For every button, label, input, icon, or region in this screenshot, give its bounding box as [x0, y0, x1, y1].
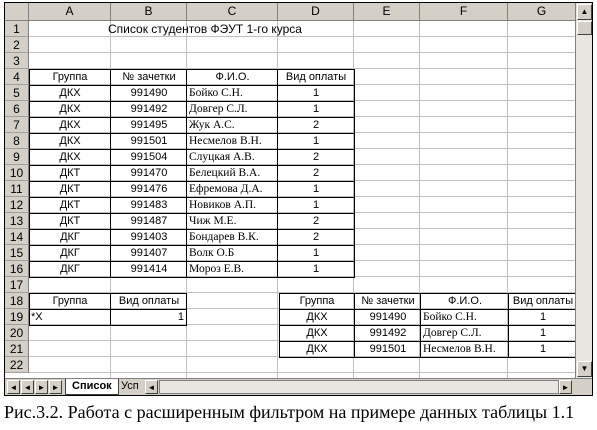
result-cell-name[interactable]: Бойко С.Н. — [423, 311, 477, 323]
result-cell-name[interactable]: Несмелов В.Н. — [423, 343, 496, 355]
main-cell-name[interactable]: Слуцкая А.В. — [189, 151, 255, 163]
vertical-scrollbar[interactable] — [575, 3, 592, 379]
prev-sheet-icon[interactable]: ◄ — [21, 380, 34, 394]
row-header[interactable]: 20 — [5, 325, 29, 341]
result-cell-payment[interactable]: 1 — [539, 327, 547, 339]
main-cell-name[interactable]: Волк О.Б — [189, 247, 235, 259]
main-header-payment[interactable]: Вид оплаты — [285, 71, 347, 83]
row-header[interactable]: 10 — [5, 165, 29, 181]
main-cell-payment[interactable]: 1 — [312, 247, 320, 259]
main-cell-record[interactable]: 991487 — [130, 215, 168, 227]
sheet-tab-bar — [5, 378, 592, 395]
horizontal-scrollbar[interactable] — [159, 380, 559, 394]
main-cell-group[interactable]: ДКТ — [59, 167, 81, 179]
result-cell-record[interactable]: 991490 — [369, 311, 407, 323]
main-cell-group[interactable]: ДКТ — [59, 183, 81, 195]
column-header-c[interactable]: C — [187, 3, 278, 21]
main-cell-payment[interactable]: 1 — [312, 183, 320, 195]
main-cell-payment[interactable]: 1 — [312, 87, 320, 99]
row-header[interactable]: 2 — [5, 37, 29, 53]
main-cell-record[interactable]: 991403 — [130, 231, 168, 243]
hscroll-right-icon[interactable]: ► — [559, 380, 572, 394]
row-header[interactable]: 18 — [5, 293, 29, 309]
row-header[interactable]: 11 — [5, 181, 29, 197]
main-cell-group[interactable]: ДКХ — [59, 135, 81, 147]
column-header-g[interactable]: G — [508, 3, 576, 21]
main-cell-group[interactable]: ДКГ — [60, 263, 80, 275]
result-cell-group[interactable]: ДКХ — [306, 311, 328, 323]
main-cell-payment[interactable]: 1 — [312, 135, 320, 147]
next-sheet-icon[interactable]: ► — [35, 380, 48, 394]
row-header[interactable]: 6 — [5, 101, 29, 117]
main-cell-record[interactable]: 991414 — [130, 263, 168, 275]
row-header[interactable]: 14 — [5, 229, 29, 245]
row-header[interactable]: 12 — [5, 197, 29, 213]
sheet-title[interactable]: Список студентов ФЭУТ 1-го курса — [108, 22, 302, 36]
main-cell-name[interactable]: Белецкий В.А. — [189, 167, 261, 179]
figure-caption: Рис.3.2. Работа с расширенным фильтром на примере данных таблицы 1.1 — [4, 402, 575, 422]
row-header[interactable]: 13 — [5, 213, 29, 229]
row-header[interactable]: 19 — [5, 309, 29, 325]
result-header-name[interactable]: Ф.И.О. — [448, 295, 482, 307]
column-header-e[interactable]: E — [354, 3, 420, 21]
last-sheet-icon[interactable]: ► — [49, 380, 62, 394]
gridline — [29, 372, 576, 373]
row-header[interactable]: 1 — [5, 21, 29, 37]
main-cell-group[interactable]: ДКГ — [60, 247, 80, 259]
main-cell-name[interactable]: Новиков А.П. — [189, 199, 257, 211]
main-cell-payment[interactable]: 2 — [312, 215, 320, 227]
result-cell-record[interactable]: 991501 — [369, 343, 407, 355]
result-header-payment[interactable]: Вид оплаты — [512, 295, 574, 307]
main-cell-group[interactable]: ДКГ — [60, 231, 80, 243]
main-cell-name[interactable]: Довгер С.Л. — [189, 103, 248, 115]
main-cell-record[interactable]: 991483 — [130, 199, 168, 211]
main-cell-record[interactable]: 991490 — [130, 87, 168, 99]
row-header[interactable]: 4 — [5, 69, 29, 85]
row-header[interactable]: 9 — [5, 149, 29, 165]
main-cell-record[interactable]: 991470 — [130, 167, 168, 179]
main-cell-payment[interactable]: 1 — [312, 199, 320, 211]
row-header[interactable]: 15 — [5, 245, 29, 261]
main-cell-payment[interactable]: 2 — [312, 119, 320, 131]
main-cell-name[interactable]: Бондарев В.К. — [189, 231, 259, 243]
result-cell-group[interactable]: ДКХ — [306, 327, 328, 339]
main-cell-group[interactable]: ДКТ — [59, 215, 81, 227]
column-header-d[interactable]: D — [278, 3, 354, 21]
result-cell-record[interactable]: 991492 — [369, 327, 407, 339]
result-cell-payment[interactable]: 1 — [539, 311, 547, 323]
column-header-b[interactable]: B — [111, 3, 187, 21]
main-cell-group[interactable]: ДКХ — [59, 151, 81, 163]
main-cell-record[interactable]: 991476 — [130, 183, 168, 195]
row-header[interactable]: 5 — [5, 85, 29, 101]
main-cell-record[interactable]: 991504 — [130, 151, 168, 163]
main-cell-group[interactable]: ДКТ — [59, 199, 81, 211]
criteria-value-payment[interactable]: 1 — [177, 311, 184, 323]
tab-usp[interactable]: Усп — [121, 380, 139, 392]
main-cell-payment[interactable]: 2 — [312, 151, 320, 163]
main-cell-group[interactable]: ДКХ — [59, 87, 81, 99]
scroll-up-button[interactable]: ▲ — [577, 4, 592, 20]
main-cell-name[interactable]: Ефремова Д.А. — [189, 183, 263, 195]
main-cell-payment[interactable]: 2 — [312, 231, 320, 243]
main-header-name[interactable]: Ф.И.О. — [215, 71, 250, 83]
main-cell-record[interactable]: 991495 — [130, 119, 168, 131]
hscroll-left-icon[interactable]: ◄ — [145, 380, 158, 394]
criteria-header-payment[interactable]: Вид оплаты — [118, 295, 180, 307]
row-header[interactable]: 21 — [5, 341, 29, 357]
result-header-group[interactable]: Группа — [299, 295, 335, 307]
select-all-corner[interactable] — [5, 3, 29, 21]
result-cell-payment[interactable]: 1 — [539, 343, 547, 355]
main-cell-payment[interactable]: 2 — [312, 167, 320, 179]
row-header[interactable]: 22 — [5, 357, 29, 373]
spreadsheet-window — [4, 2, 593, 396]
tab-spisok[interactable]: Список — [65, 379, 119, 395]
main-cell-record[interactable]: 991407 — [130, 247, 168, 259]
result-cell-group[interactable]: ДКХ — [306, 343, 328, 355]
row-header[interactable]: 3 — [5, 53, 29, 69]
first-sheet-icon[interactable]: ◄ — [7, 380, 20, 394]
result-cell-name[interactable]: Довгер С.Л. — [423, 327, 482, 339]
scroll-thumb[interactable] — [577, 21, 592, 35]
main-cell-record[interactable]: 991492 — [130, 103, 168, 115]
main-cell-group[interactable]: ДКХ — [59, 103, 81, 115]
main-cell-name[interactable]: Несмелов В.Н. — [189, 135, 262, 147]
criteria-value-group[interactable]: *Х — [31, 311, 43, 323]
row-header[interactable]: 7 — [5, 117, 29, 133]
main-cell-payment[interactable]: 1 — [312, 103, 320, 115]
main-cell-name[interactable]: Чиж М.Е. — [189, 215, 237, 227]
row-header[interactable]: 17 — [5, 277, 29, 293]
main-cell-record[interactable]: 991501 — [130, 135, 168, 147]
gridline — [29, 52, 576, 53]
result-header-record[interactable]: № зачетки — [361, 295, 415, 307]
row-header[interactable]: 16 — [5, 261, 29, 277]
main-cell-payment[interactable]: 1 — [312, 263, 320, 275]
main-cell-group[interactable]: ДКХ — [59, 119, 81, 131]
main-cell-name[interactable]: Мороз Е.В. — [189, 263, 245, 275]
row-header[interactable]: 8 — [5, 133, 29, 149]
main-cell-name[interactable]: Жук А.С. — [189, 119, 235, 131]
main-header-group[interactable]: Группа — [52, 71, 88, 83]
column-header-f[interactable]: F — [420, 3, 508, 21]
main-header-record[interactable]: № зачетки — [122, 71, 176, 83]
column-header-a[interactable]: A — [29, 3, 111, 21]
scroll-down-button[interactable]: ▼ — [577, 361, 592, 377]
main-cell-name[interactable]: Бойко С.Н. — [189, 87, 243, 99]
criteria-header-group[interactable]: Группа — [52, 295, 88, 307]
